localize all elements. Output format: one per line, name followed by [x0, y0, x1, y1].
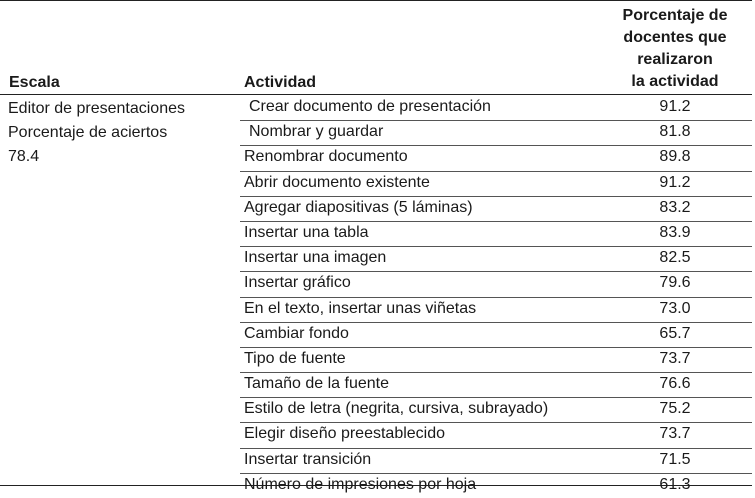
escala-value: 78.4	[8, 148, 40, 165]
activity-cell: Insertar una imagen	[244, 249, 387, 267]
percentage-cell: 83.9	[659, 223, 691, 241]
percentage-cell: 79.6	[659, 274, 691, 292]
escala-cell	[8, 97, 185, 169]
header-porcentaje	[600, 5, 750, 93]
percentage-cell: 73.7	[659, 349, 691, 367]
activity-cell: Tipo de fuente	[244, 349, 346, 367]
table-row	[240, 197, 752, 222]
activity-cell: Crear documento de presentación	[249, 98, 491, 115]
activity-cell: Elegir diseño preestablecido	[244, 425, 446, 443]
percentage-cell: 83.2	[659, 198, 691, 216]
activity-cell: Insertar gráfico	[244, 274, 351, 292]
percentage-cell: 75.2	[659, 400, 691, 418]
header-porcentaje-line: Porcentaje de	[622, 7, 728, 24]
percentage-cell: 61.3	[659, 475, 691, 493]
percentage-cell: 76.6	[659, 375, 691, 393]
activity-cell: Abrir documento existente	[244, 173, 430, 191]
percentage-cell: 71.5	[659, 450, 691, 468]
activity-cell: Insertar transición	[244, 450, 372, 468]
percentage-cell: 91.2	[659, 98, 691, 115]
table-row	[240, 146, 752, 171]
table-row	[240, 247, 752, 272]
activity-cell: Insertar una tabla	[244, 223, 369, 241]
escala-name: Editor de presentaciones	[8, 100, 185, 117]
table-row	[240, 449, 752, 474]
table-row	[240, 222, 752, 247]
table-row	[240, 96, 752, 121]
percentage-cell: 65.7	[659, 324, 691, 342]
percentage-cell: 89.8	[659, 148, 691, 166]
escala-label: Porcentaje de aciertos	[8, 124, 168, 141]
table-header	[0, 1, 752, 95]
header-porcentaje-line: la actividad	[631, 73, 719, 90]
percentage-cell: 81.8	[659, 123, 691, 141]
table-row	[240, 373, 752, 398]
percentage-cell: 91.2	[659, 173, 691, 191]
activity-cell: Cambiar fondo	[244, 324, 349, 342]
percentage-cell: 73.0	[659, 299, 691, 317]
table-row	[240, 272, 752, 297]
table-row	[240, 348, 752, 373]
activity-cell: Renombrar documento	[244, 148, 408, 166]
header-porcentaje-line: docentes que	[623, 29, 727, 46]
header-actividad: Actividad	[244, 74, 317, 91]
percentage-cell: 82.5	[659, 249, 691, 267]
percentage-cell: 73.7	[659, 425, 691, 443]
table-row	[240, 423, 752, 448]
table-row	[240, 172, 752, 197]
activity-cell: Estilo de letra (negrita, cursiva, subrayado)	[244, 400, 549, 418]
activity-rows	[240, 96, 752, 498]
table-row	[240, 121, 752, 146]
table-row	[240, 298, 752, 323]
activity-cell: Nombrar y guardar	[249, 123, 384, 141]
header-porcentaje-line: realizaron	[637, 51, 713, 68]
activity-cell: Número de impresiones por hoja	[244, 475, 477, 493]
activity-cell: Agregar diapositivas (5 láminas)	[244, 198, 473, 216]
activity-cell: En el texto, insertar unas viñetas	[244, 299, 477, 317]
table-row	[240, 398, 752, 423]
activity-cell: Tamaño de la fuente	[244, 375, 389, 393]
table-row	[240, 323, 752, 348]
header-escala: Escala	[9, 74, 60, 91]
